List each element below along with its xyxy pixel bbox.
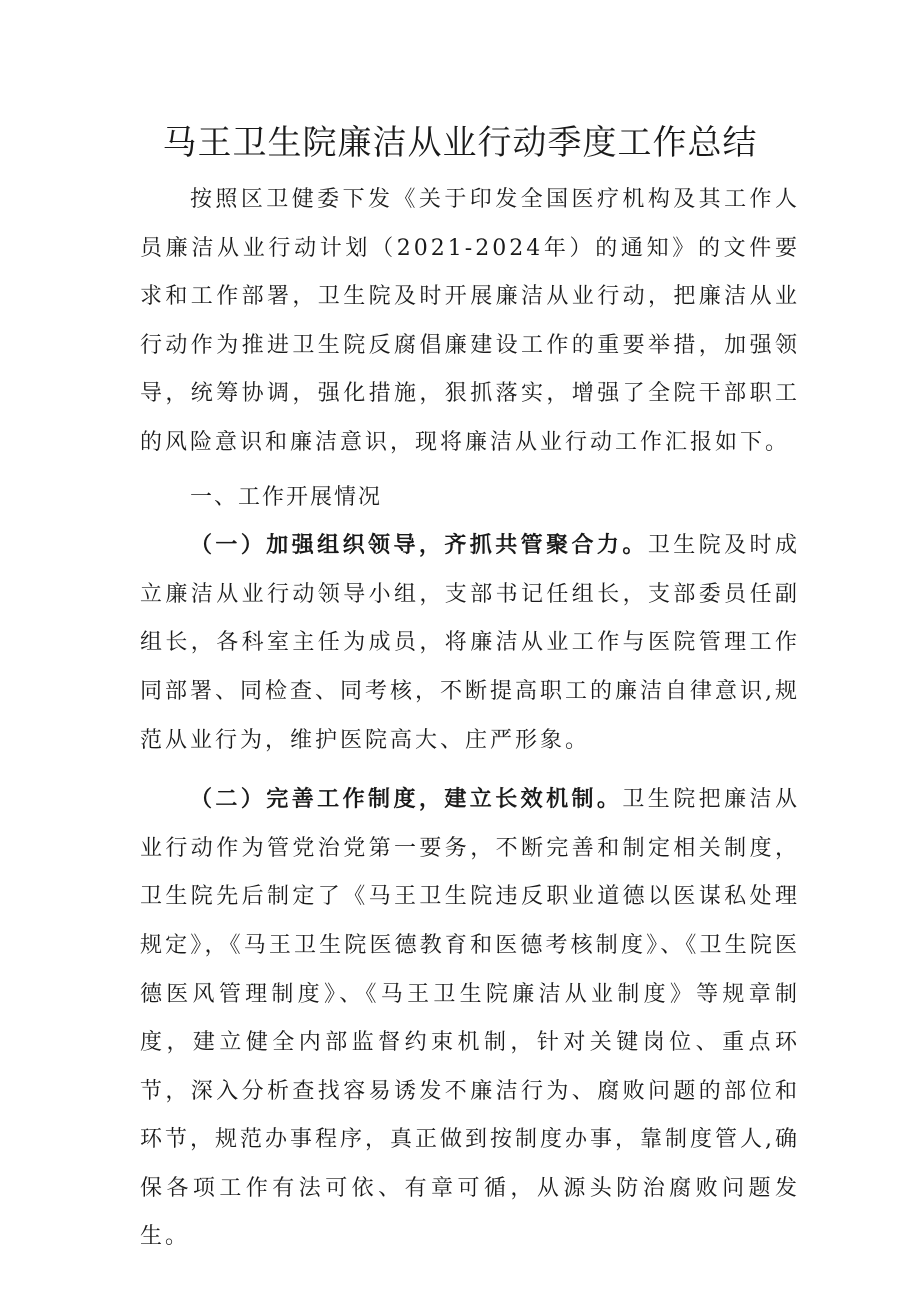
item-1-paragraph [140, 522, 800, 765]
item-1-text: 卫生院及时成立廉洁从业行动领导小组，支部书记任组长，支部委员任副组长，各科室主任为成员，将廉洁从业工作与医院管理工作同部署、同检查、同考核，不断提高职工的廉洁自律意识,规范从业行为，维护医院高大、庄严形象。 [140, 533, 800, 753]
item-1-lead: （一）加强组织领导，齐抓共管聚合力。 [190, 533, 648, 559]
document-title: 马王卫生院廉洁从业行动季度工作总结 [162, 123, 758, 163]
document-body [140, 176, 800, 1262]
section-heading: 一、工作开展情况 [190, 484, 383, 510]
item-2-lead: （二）完善工作制度，建立长效机制。 [190, 787, 623, 813]
item-2-text: 卫生院把廉洁从业行动作为管党治党第一要务，不断完善和制定相关制度，卫生院先后制定了《马王卫生院违反职业道德以医谋私处理规定》，《马王卫生院医德教育和医德考核制度》、《卫生院医德医风管理制度》、《马王卫生院廉洁从业制度》等规章制度，建立健全内部监督约束机制，针对关键岗位、重点环节，深入分析查找容易诱发不廉洁行为、腐败问题的部位和环节，规范办事程序，真正做到按制度办事，靠制度管人,确保各项工作有法可依、有章可循，从源头防治腐败问题发生。 [140, 787, 800, 1250]
item-2-paragraph [140, 776, 800, 1262]
intro-paragraph: 按照区卫健委下发《关于印发全国医疗机构及其工作人员廉洁从业行动计划（2021-2024年）的通知》的文件要求和工作部署，卫生院及时开展廉洁从业行动，把廉洁从业行动作为推进卫生院反腐倡廉建设工作的重要举措，加强领导，统筹协调，强化措施，狠抓落实，增强了全院干部职工的风险意识和廉洁意识，现将廉洁从业行动工作汇报如下。 [140, 187, 800, 455]
